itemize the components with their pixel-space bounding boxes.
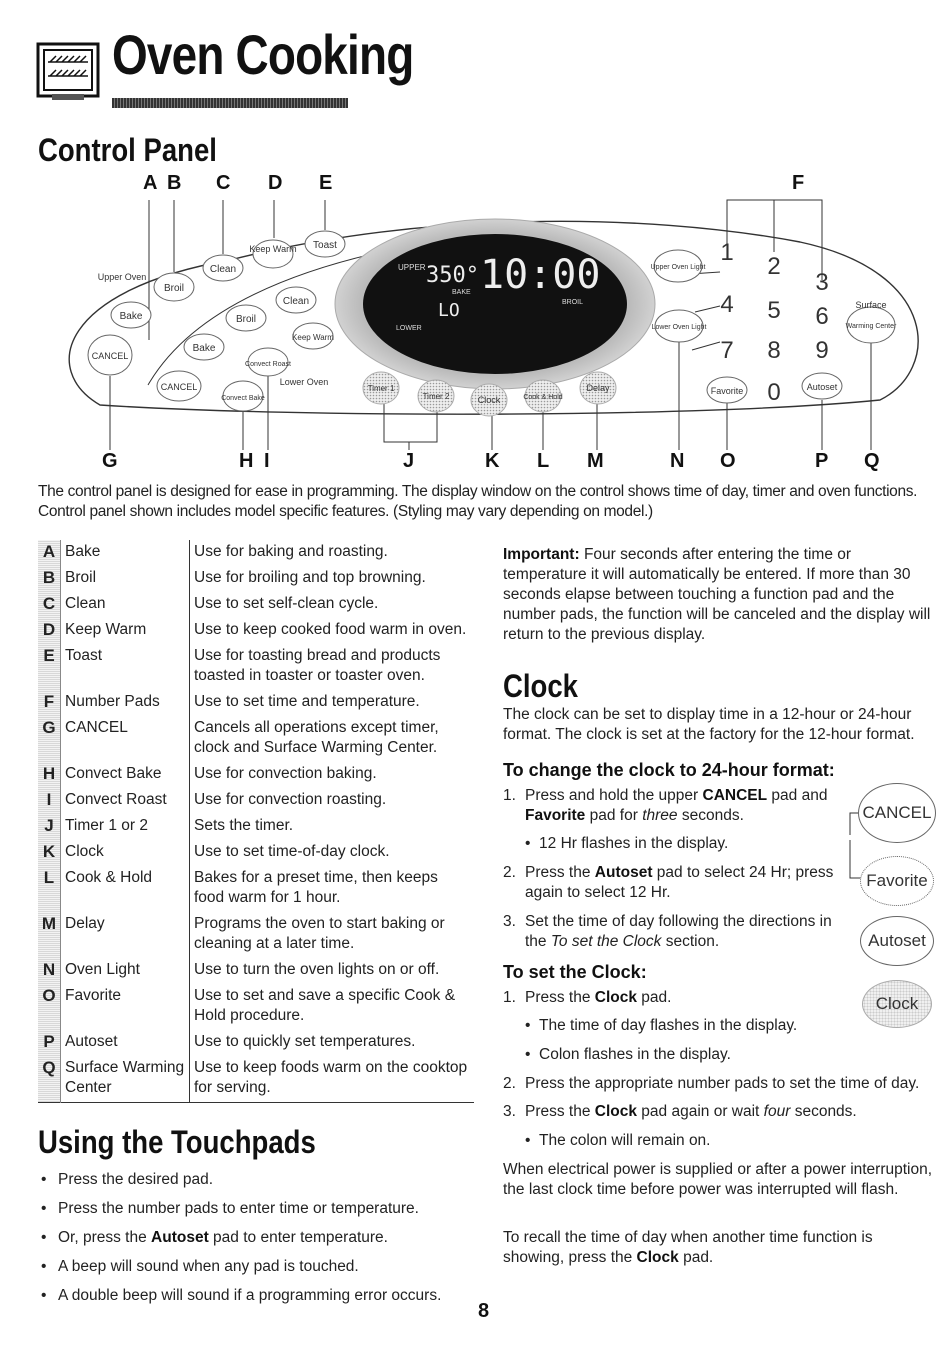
bullet-text: Colon flashes in the display. xyxy=(539,1046,731,1063)
step-bold: Favorite xyxy=(525,807,586,824)
step-bold: CANCEL xyxy=(702,787,768,804)
pad-convect-roast[interactable]: Convect Roast xyxy=(245,361,291,368)
letter-a: A xyxy=(143,172,158,194)
change-step-2 xyxy=(503,863,843,903)
row-name: Favorite xyxy=(61,984,190,1030)
display-broil: BROIL xyxy=(562,299,584,306)
control-reference-table xyxy=(38,540,474,1103)
letter-m: M xyxy=(587,450,604,472)
pad-cook-hold[interactable]: Cook & Hold xyxy=(523,394,563,401)
letter-d: D xyxy=(268,172,283,194)
step-bold: Clock xyxy=(594,1103,637,1120)
step-bold: Clock xyxy=(594,989,637,1006)
table-row xyxy=(38,1030,474,1056)
row-key: N xyxy=(38,958,61,984)
row-key: D xyxy=(38,618,61,644)
set-step-2 xyxy=(503,1074,943,1094)
pad-keep-warm-lower[interactable]: Keep Warm xyxy=(292,333,334,342)
row-desc: Use for baking and roasting. xyxy=(194,543,388,560)
touchpads-list xyxy=(38,1170,478,1315)
letter-b: B xyxy=(167,172,182,194)
table-row xyxy=(38,762,474,788)
step-italic: To set the Clock xyxy=(550,933,662,950)
row-desc: Use to keep cooked food warm in oven. xyxy=(194,621,467,638)
letter-e: E xyxy=(319,172,333,194)
row-name: Convect Bake xyxy=(61,762,190,788)
num-pad-2[interactable]: 2 xyxy=(767,253,781,280)
row-key: B xyxy=(38,566,61,592)
row-desc: Use to quickly set temperatures. xyxy=(194,1033,416,1050)
touchpads-heading: Using the Touchpads xyxy=(38,1124,316,1160)
row-name: Number Pads xyxy=(61,690,190,716)
row-desc: Use to turn the oven lights on or off. xyxy=(194,961,440,978)
control-panel-diagram xyxy=(0,190,950,450)
list-item xyxy=(38,1257,478,1277)
label-surface: Surface xyxy=(855,300,887,310)
row-key: H xyxy=(38,762,61,788)
pad-bake-upper[interactable]: Bake xyxy=(119,311,143,322)
pad-toast[interactable]: Toast xyxy=(313,240,337,251)
num-pad-3[interactable]: 3 xyxy=(815,269,829,296)
list-item-text: Or, press the xyxy=(58,1229,152,1246)
cancel-pad-illustration: CANCEL xyxy=(858,783,936,843)
row-name: Clock xyxy=(61,840,190,866)
label-upper-oven: Upper Oven xyxy=(97,272,147,282)
step-italic: three xyxy=(642,807,678,824)
display-lower: LOWER xyxy=(396,325,422,332)
table-row xyxy=(38,540,474,566)
clock-intro: The clock can be set to display time in a 12-hour or 24-hour format. The clock is set at the factory for the 12-hour format. xyxy=(503,706,915,743)
step-number: 1. xyxy=(503,787,516,804)
page-title: Oven Cooking xyxy=(112,23,414,86)
letter-l: L xyxy=(537,450,550,472)
step-number: 2. xyxy=(503,1075,516,1092)
row-name: CANCEL xyxy=(61,716,190,762)
step-text: pad again or wait xyxy=(637,1103,764,1120)
step-text: Set the time of day following the directions in the xyxy=(525,913,832,950)
table-row xyxy=(38,866,474,912)
letter-j: J xyxy=(403,450,415,472)
row-desc: Programs the oven to start baking or cleaning at a later time. xyxy=(194,915,445,952)
row-key: A xyxy=(38,540,61,566)
bullet-text: The colon will remain on. xyxy=(539,1132,711,1149)
step-text: section. xyxy=(661,933,720,950)
bullet-text: The time of day flashes in the display. xyxy=(539,1017,798,1034)
control-panel-description: The control panel is designed for ease in programming. The display window on the control shows time of day, timer and oven functions. Control panel shown includes model specific features. (Styling may vary depending on model.) xyxy=(38,483,918,520)
row-name: Convect Roast xyxy=(61,788,190,814)
row-key: C xyxy=(38,592,61,618)
step-italic: four xyxy=(763,1103,791,1120)
step-text: pad for xyxy=(585,807,643,824)
row-name: Delay xyxy=(61,912,190,958)
change-step-3 xyxy=(503,912,843,952)
step-text: seconds. xyxy=(677,807,744,824)
table-row xyxy=(38,840,474,866)
table-row xyxy=(38,1056,474,1103)
list-item-bold: Autoset xyxy=(151,1229,209,1246)
letter-f: F xyxy=(792,172,805,194)
clock-pad-illustration: Clock xyxy=(862,980,932,1028)
display-lo: LO xyxy=(438,300,460,321)
step-number: 3. xyxy=(503,1103,516,1120)
letter-p: P xyxy=(815,450,829,472)
pad-lower-light[interactable]: Lower Oven Light xyxy=(651,324,707,331)
row-key: M xyxy=(38,912,61,958)
list-item xyxy=(38,1199,478,1219)
set-step-3-bullet: • The colon will remain on. xyxy=(525,1132,711,1149)
row-key: F xyxy=(38,690,61,716)
row-key: G xyxy=(38,716,61,762)
row-key: O xyxy=(38,984,61,1030)
step-text: Press and hold the upper xyxy=(525,787,703,804)
recall-text: pad. xyxy=(678,1249,714,1266)
step-bold: Autoset xyxy=(594,864,653,881)
pad-clock[interactable]: Clock xyxy=(477,395,501,405)
pad-upper-light[interactable]: Upper Oven Light xyxy=(650,264,706,271)
row-desc: Use to set self-clean cycle. xyxy=(194,595,379,612)
row-desc: Use for broiling and top browning. xyxy=(194,569,426,586)
letter-c: C xyxy=(216,172,231,194)
step-text: Press the appropriate number pads to set the time of day. xyxy=(525,1075,920,1092)
important-label: Important: xyxy=(503,546,580,563)
pad-broil-lower[interactable]: Broil xyxy=(235,314,257,325)
step-text: Press the xyxy=(525,864,595,881)
row-desc: Use to set and save a specific Cook & Hold procedure. xyxy=(194,987,456,1024)
table-row xyxy=(38,814,474,840)
num-pad-8[interactable]: 8 xyxy=(767,337,781,364)
pad-delay[interactable]: Delay xyxy=(586,383,610,393)
display-time: 10:00 xyxy=(480,252,601,298)
num-pad-0[interactable]: 0 xyxy=(767,379,781,406)
letter-k: K xyxy=(485,450,500,472)
row-desc: Use for convection baking. xyxy=(194,765,377,782)
change-step-1-bullet: • 12 Hr flashes in the display. xyxy=(525,835,729,852)
num-pad-1[interactable]: 1 xyxy=(720,239,734,266)
pad-autoset[interactable]: Autoset xyxy=(806,382,838,392)
list-item xyxy=(38,1228,478,1248)
row-key: E xyxy=(38,644,61,690)
step-text: pad. xyxy=(637,989,672,1006)
table-row xyxy=(38,690,474,716)
oven-icon xyxy=(36,42,100,104)
pad-warming-center[interactable]: Warming Center xyxy=(845,323,897,330)
step-text: seconds. xyxy=(790,1103,857,1120)
set-step-1-bullet-1: • The time of day flashes in the display. xyxy=(525,1017,798,1034)
row-name: Surface Warming Center xyxy=(61,1056,190,1103)
clock-heading: Clock xyxy=(503,668,578,704)
step-number: 3. xyxy=(503,913,516,930)
table-row xyxy=(38,644,474,690)
row-key: P xyxy=(38,1030,61,1056)
label-lower-oven: Lower Oven xyxy=(279,377,329,387)
pad-timer1[interactable]: Timer 1 xyxy=(367,384,395,393)
control-panel-heading: Control Panel xyxy=(38,132,217,168)
step-text: Press the xyxy=(525,1103,595,1120)
set-step-3 xyxy=(503,1102,943,1122)
list-item-text: Press the number pads to enter time or temperature. xyxy=(58,1200,419,1217)
recall-text: To recall the time of day when another time function is showing, press the xyxy=(503,1229,873,1266)
display-upper: UPPER xyxy=(398,263,426,272)
letter-o: O xyxy=(720,450,736,472)
pad-cancel-lower[interactable]: CANCEL xyxy=(160,382,198,392)
step-text: pad and xyxy=(767,787,828,804)
row-name: Clean xyxy=(61,592,190,618)
important-note xyxy=(503,545,933,645)
num-pad-6[interactable]: 6 xyxy=(815,303,829,330)
recall-bold: Clock xyxy=(636,1249,679,1266)
pad-convect-bake[interactable]: Convect Bake xyxy=(221,395,265,402)
num-pad-9[interactable]: 9 xyxy=(815,337,829,364)
row-desc: Use for toasting bread and products toasted in toaster or toaster oven. xyxy=(194,647,441,684)
table-row xyxy=(38,788,474,814)
step-text: pad to select 24 Hr; press again to select 12 Hr. xyxy=(525,864,834,901)
row-desc: Use to keep foods warm on the cooktop for serving. xyxy=(194,1059,468,1096)
row-key: Q xyxy=(38,1056,61,1103)
title-rule xyxy=(112,98,348,108)
pad-clean-upper[interactable]: Clean xyxy=(209,264,237,275)
page-number: 8 xyxy=(478,1300,490,1322)
list-item xyxy=(38,1286,478,1306)
row-name: Cook & Hold xyxy=(61,866,190,912)
list-item-text: A double beep will sound if a programming error occurs. xyxy=(58,1287,442,1304)
list-item-text: Press the desired pad. xyxy=(58,1171,214,1188)
row-name: Timer 1 or 2 xyxy=(61,814,190,840)
row-desc: Cancels all operations except timer, clock and Surface Warming Center. xyxy=(194,719,439,756)
set-clock-heading: To set the Clock: xyxy=(503,962,647,982)
row-name: Broil xyxy=(61,566,190,592)
important-text: Four seconds after entering the time or temperature it will automatically be entered. If more than 30 seconds elapse between touching a function pad and the number pads, the function will be canceled and the display will return to the previous display. xyxy=(503,546,931,643)
bullet-text: 12 Hr flashes in the display. xyxy=(539,835,729,852)
letter-g: G xyxy=(102,450,118,472)
table-row xyxy=(38,592,474,618)
table-row xyxy=(38,984,474,1030)
pad-clean-lower[interactable]: Clean xyxy=(282,296,310,307)
letter-h: H xyxy=(239,450,254,472)
set-step-1-bullet-2: • Colon flashes in the display. xyxy=(525,1046,731,1063)
pad-broil-upper[interactable]: Broil xyxy=(163,283,185,294)
display-temp: 350° xyxy=(426,263,479,288)
row-name: Autoset xyxy=(61,1030,190,1056)
table-row xyxy=(38,958,474,984)
display-bake: BAKE xyxy=(452,289,471,296)
num-pad-5[interactable]: 5 xyxy=(767,297,781,324)
pad-timer2[interactable]: Timer 2 xyxy=(422,392,450,401)
row-name: Keep Warm xyxy=(61,618,190,644)
letter-i: I xyxy=(264,450,270,472)
change-step-1 xyxy=(503,786,843,826)
num-pad-4[interactable]: 4 xyxy=(720,291,734,318)
step-number: 2. xyxy=(503,864,516,881)
row-key: K xyxy=(38,840,61,866)
pad-keep-warm-upper[interactable]: Keep Warm xyxy=(249,244,297,254)
pad-favorite[interactable]: Favorite xyxy=(710,386,744,396)
pad-cancel-upper[interactable]: CANCEL xyxy=(91,351,129,361)
row-key: L xyxy=(38,866,61,912)
row-desc: Sets the timer. xyxy=(194,817,294,834)
table-row xyxy=(38,912,474,958)
row-name: Oven Light xyxy=(61,958,190,984)
favorite-pad-illustration: Favorite xyxy=(860,856,934,906)
row-key: I xyxy=(38,788,61,814)
list-item-text: pad to enter temperature. xyxy=(208,1229,388,1246)
pad-bake-lower[interactable]: Bake xyxy=(192,343,216,354)
step-text: Press the xyxy=(525,989,595,1006)
recall-note xyxy=(503,1228,933,1268)
autoset-pad-illustration: Autoset xyxy=(860,916,934,966)
row-desc: Use to set time-of-day clock. xyxy=(194,843,390,860)
row-key: J xyxy=(38,814,61,840)
table-row xyxy=(38,618,474,644)
power-note: When electrical power is supplied or after a power interruption, the last clock time before power was interrupted will flash. xyxy=(503,1161,933,1198)
table-row xyxy=(38,566,474,592)
change-clock-heading: To change the clock to 24-hour format: xyxy=(503,760,835,780)
row-desc: Bakes for a preset time, then keeps food warm for 1 hour. xyxy=(194,869,438,906)
row-name: Bake xyxy=(61,540,190,566)
row-name: Toast xyxy=(61,644,190,690)
list-item xyxy=(38,1170,478,1190)
set-step-1 xyxy=(503,988,843,1008)
table-row xyxy=(38,716,474,762)
row-desc: Use to set time and temperature. xyxy=(194,693,420,710)
list-item-text: A beep will sound when any pad is touched. xyxy=(58,1258,359,1275)
letter-n: N xyxy=(670,450,685,472)
row-desc: Use for convection roasting. xyxy=(194,791,387,808)
num-pad-7[interactable]: 7 xyxy=(720,337,734,364)
letter-q: Q xyxy=(864,450,880,472)
step-number: 1. xyxy=(503,989,516,1006)
